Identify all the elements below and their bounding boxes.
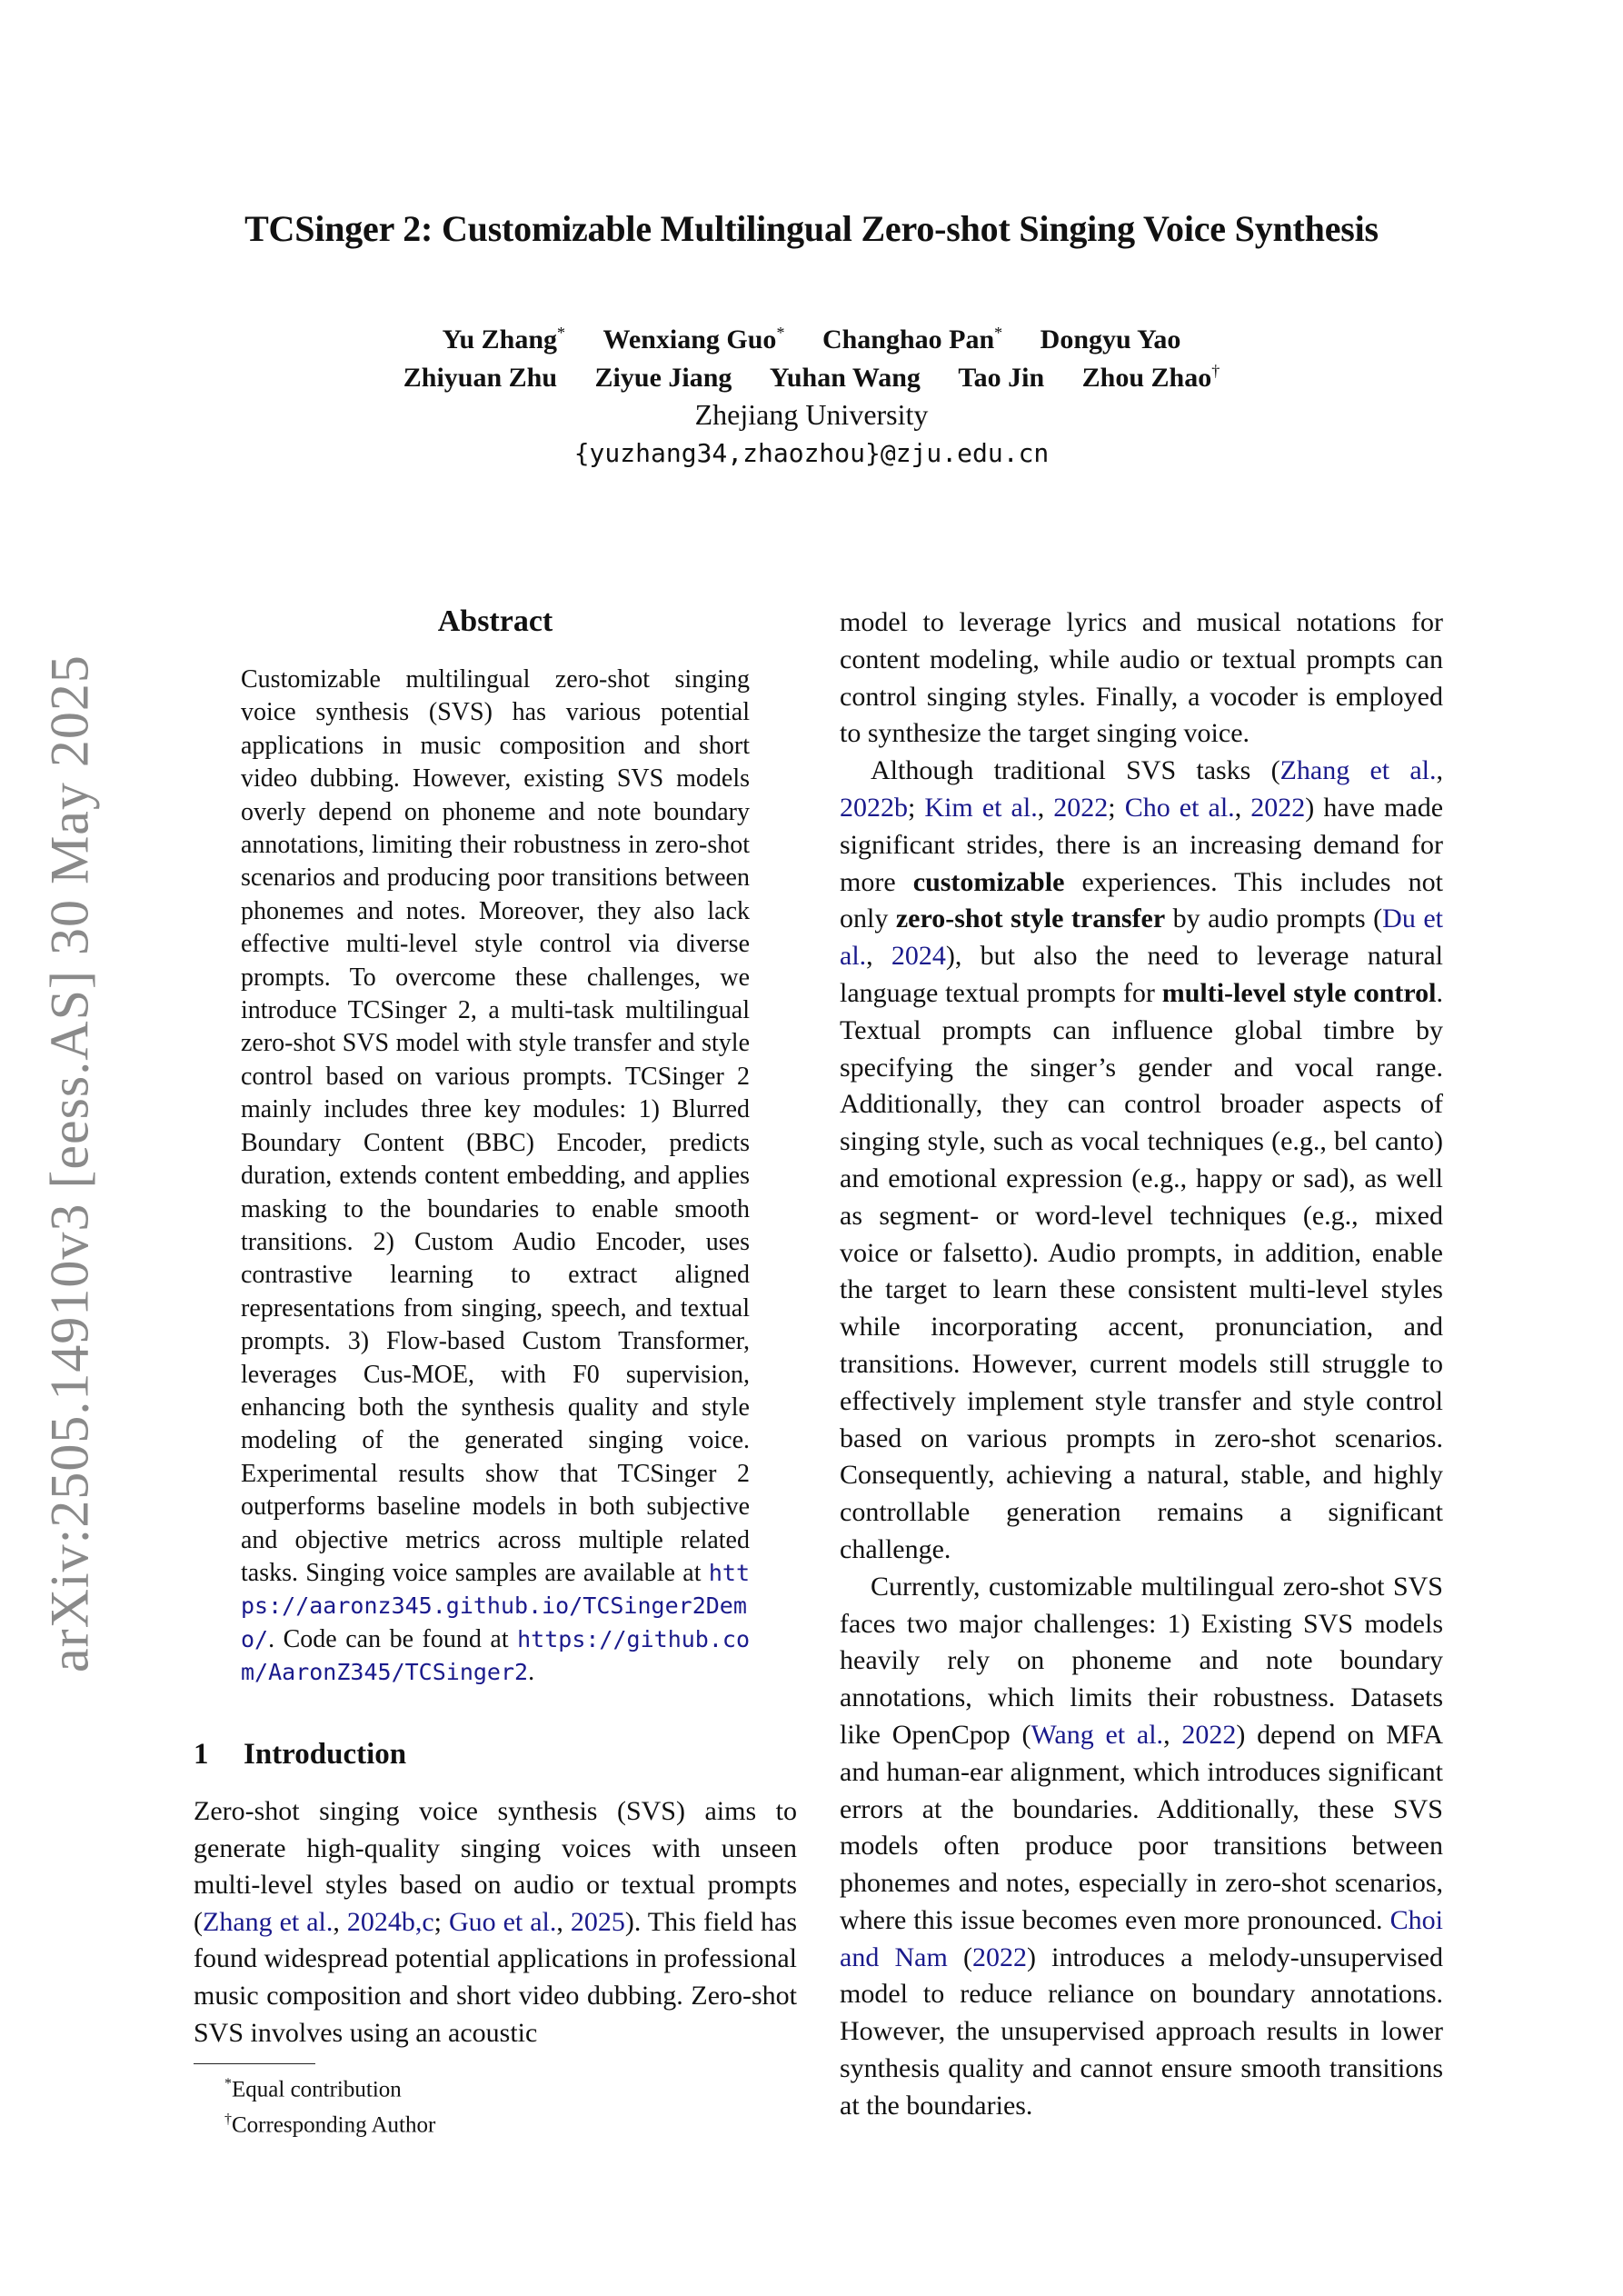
section-heading bbox=[194, 1738, 406, 1772]
section-number: 1 bbox=[194, 1738, 209, 1771]
author-email[interactable]: {yuzhang34,zhaozhou}@zju.edu.cn bbox=[573, 438, 1050, 468]
author: Ziyue Jiang bbox=[594, 363, 732, 393]
citation-link[interactable]: 2024 bbox=[891, 941, 946, 972]
citation-link[interactable]: Kim et al. bbox=[924, 792, 1038, 823]
arxiv-sidebar bbox=[29, 618, 111, 1709]
abstract-text-code: . Code can be found at bbox=[268, 1624, 509, 1653]
paragraph: model to leverage lyrics and musical notations for content modeling, while audio or textual prompts can control singing styles. Finally, a vocoder is employed to synthesize the target singing voice. bbox=[840, 607, 1443, 749]
citation-link[interactable]: 2024b,c bbox=[346, 1906, 434, 1937]
citation-link[interactable]: Du et al. bbox=[840, 903, 1443, 972]
citation-link[interactable]: Guo et al. bbox=[448, 1906, 557, 1937]
citation-link[interactable]: 2022 bbox=[1250, 792, 1306, 823]
footnote-rule bbox=[194, 2063, 315, 2064]
abstract-text: Customizable multilingual zero-shot singing voice synthesis (SVS) has various potential applications in music composition and short video dubbing. However, existing SVS models overly depend on phoneme and note boundary annotations, limiting their robustness in zero-shot scenarios and producing poor transitions between phonemes and notes. Moreover, they also lack effective multi-level style control via diverse prompts. To overcome these challenges, we introduce TCSinger 2, a multi-task multilingual zero-shot SVS model with style transfer and style control based on various prompts. TCSinger 2 mainly includes three key modules: 1) Blurred Boundary Content (BBC) Encoder, predicts duration, extends content embedding, and applies masking to the boundaries to enable smooth transitions. 2) Custom Audio Encoder, uses contrastive learning to extract aligned representations from singing, speech, and textual prompts. 3) Flow-based Custom Transformer, leverages Cus-MOE, with F0 supervision, enhancing both the synthesis quality and style modeling of the generated singing voice. Experimental results show that TCSinger 2 outperforms baseline models in both subjective and objective metrics across multiple related tasks. Singing voice samples are available at bbox=[241, 665, 750, 1587]
abstract-end: . bbox=[528, 1658, 535, 1687]
author-list-line-1 bbox=[0, 324, 1623, 355]
abstract-body bbox=[241, 664, 750, 1690]
code-link[interactable]: https://github.com/AaronZ345/TCSinger2 bbox=[241, 1625, 750, 1686]
section-title: Introduction bbox=[244, 1738, 407, 1771]
citation-link[interactable]: 2025 bbox=[570, 1906, 625, 1937]
author: Zhiyuan Zhu bbox=[403, 363, 558, 393]
bold-term: customizable bbox=[912, 866, 1065, 897]
abstract-heading: Abstract bbox=[437, 604, 553, 638]
footnotes bbox=[224, 2069, 435, 2141]
arxiv-identifier[interactable]: arXiv:2505.14910v3 [eess.AS] 30 May 2025 bbox=[39, 654, 100, 1672]
paper-title: TCSinger 2: Customizable Multilingual Zero-shot Singing Voice Synthesis bbox=[244, 208, 1379, 249]
author: Yu Zhang* bbox=[442, 324, 566, 354]
footnote: *Equal contribution bbox=[224, 2076, 402, 2102]
author: Yuhan Wang bbox=[769, 363, 921, 393]
author: Tao Jin bbox=[958, 363, 1045, 393]
demo-link[interactable]: https://aaronz345.github.io/TCSinger2Demo/ bbox=[241, 1559, 750, 1652]
citation-link[interactable]: Cho et al. bbox=[1124, 792, 1235, 823]
author: Wenxiang Guo* bbox=[602, 324, 785, 354]
bold-term: multi-level style control bbox=[1161, 977, 1437, 1008]
citation-link[interactable]: Zhang et al. bbox=[203, 1906, 334, 1937]
author: Zhou Zhao† bbox=[1081, 362, 1220, 393]
affiliation: Zhejiang University bbox=[694, 398, 929, 431]
bold-term: zero-shot style transfer bbox=[895, 903, 1166, 934]
paragraph: Currently, customizable multilingual zero-shot SVS faces two major challenges: 1) Existing SVS models heavily rely on phoneme and note boundary annotations, which limits their robustness. Datasets like OpenCpop (Wang et al., 2022) depend on MFA and human-ear alignment, which introduces significant errors at the boundaries. Additionally, these SVS models often produce poor transitions between phonemes and notes, especially in zero-shot scenarios, where this issue becomes even more pronounced. Choi and Nam (2022) introduces a melody-unsupervised model to reduce reliance on boundary annotations. However, the unsupervised approach results in lower synthesis quality and cannot ensure smooth transitions at the boundaries. bbox=[840, 1571, 1444, 2121]
citation-link[interactable]: 2022 bbox=[1181, 1719, 1237, 1750]
citation-link[interactable]: 2022b bbox=[840, 792, 908, 823]
author: Changhao Pan* bbox=[821, 324, 1003, 354]
paragraph: Although traditional SVS tasks (Zhang et al., 2022b; Kim et al., 2022; Cho et al., 2022) have made significant strides, there is an increasing demand for more customizable experiences. This includes not only zero-shot style transfer by audio prompts (Du et al., 2024), but also the need to leverage natural language textual prompts for multi-level style control. Textual prompts can influence global timbre by specifying the singer’s gender and vocal range. Additionally, they can control broader aspects of singing style, such as vocal techniques (e.g., bel canto) and emotional expression (e.g., happy or sad), as well as segment- or word-level techniques (e.g., mixed voice or falsetto). Audio prompts, in addition, enable the target to learn these consistent multi-level styles while incorporating accent, pronunciation, and transitions. However, current models still struggle to effectively implement style transfer and style control based on various prompts in zero-shot scenarios. Consequently, achieving a natural, stable, and highly controllable generation remains a significant challenge. bbox=[840, 755, 1444, 1564]
footnote: †Corresponding Author bbox=[224, 2111, 436, 2138]
citation-link[interactable]: 2022 bbox=[1053, 792, 1109, 823]
citation-link[interactable]: Wang et al. bbox=[1031, 1719, 1164, 1750]
intro-paragraph: Zero-shot singing voice synthesis (SVS) aims to generate high-quality singing voices with unseen multi-level styles based on audio or textual prompts (Zhang et al., 2024b,c; Guo et al., 2025). This field has found widespread potential applications in professional music composition and short video dubbing. Zero-shot SVS involves using an acoustic bbox=[194, 1796, 798, 2048]
citation-link[interactable]: 2022 bbox=[971, 1942, 1027, 1972]
author-list-line-2 bbox=[0, 362, 1623, 394]
author: Dongyu Yao bbox=[1040, 324, 1181, 354]
right-column bbox=[840, 604, 1443, 2125]
citation-link[interactable]: Choi and Nam bbox=[840, 1904, 1443, 1972]
citation-link[interactable]: Zhang et al. bbox=[1279, 755, 1437, 786]
